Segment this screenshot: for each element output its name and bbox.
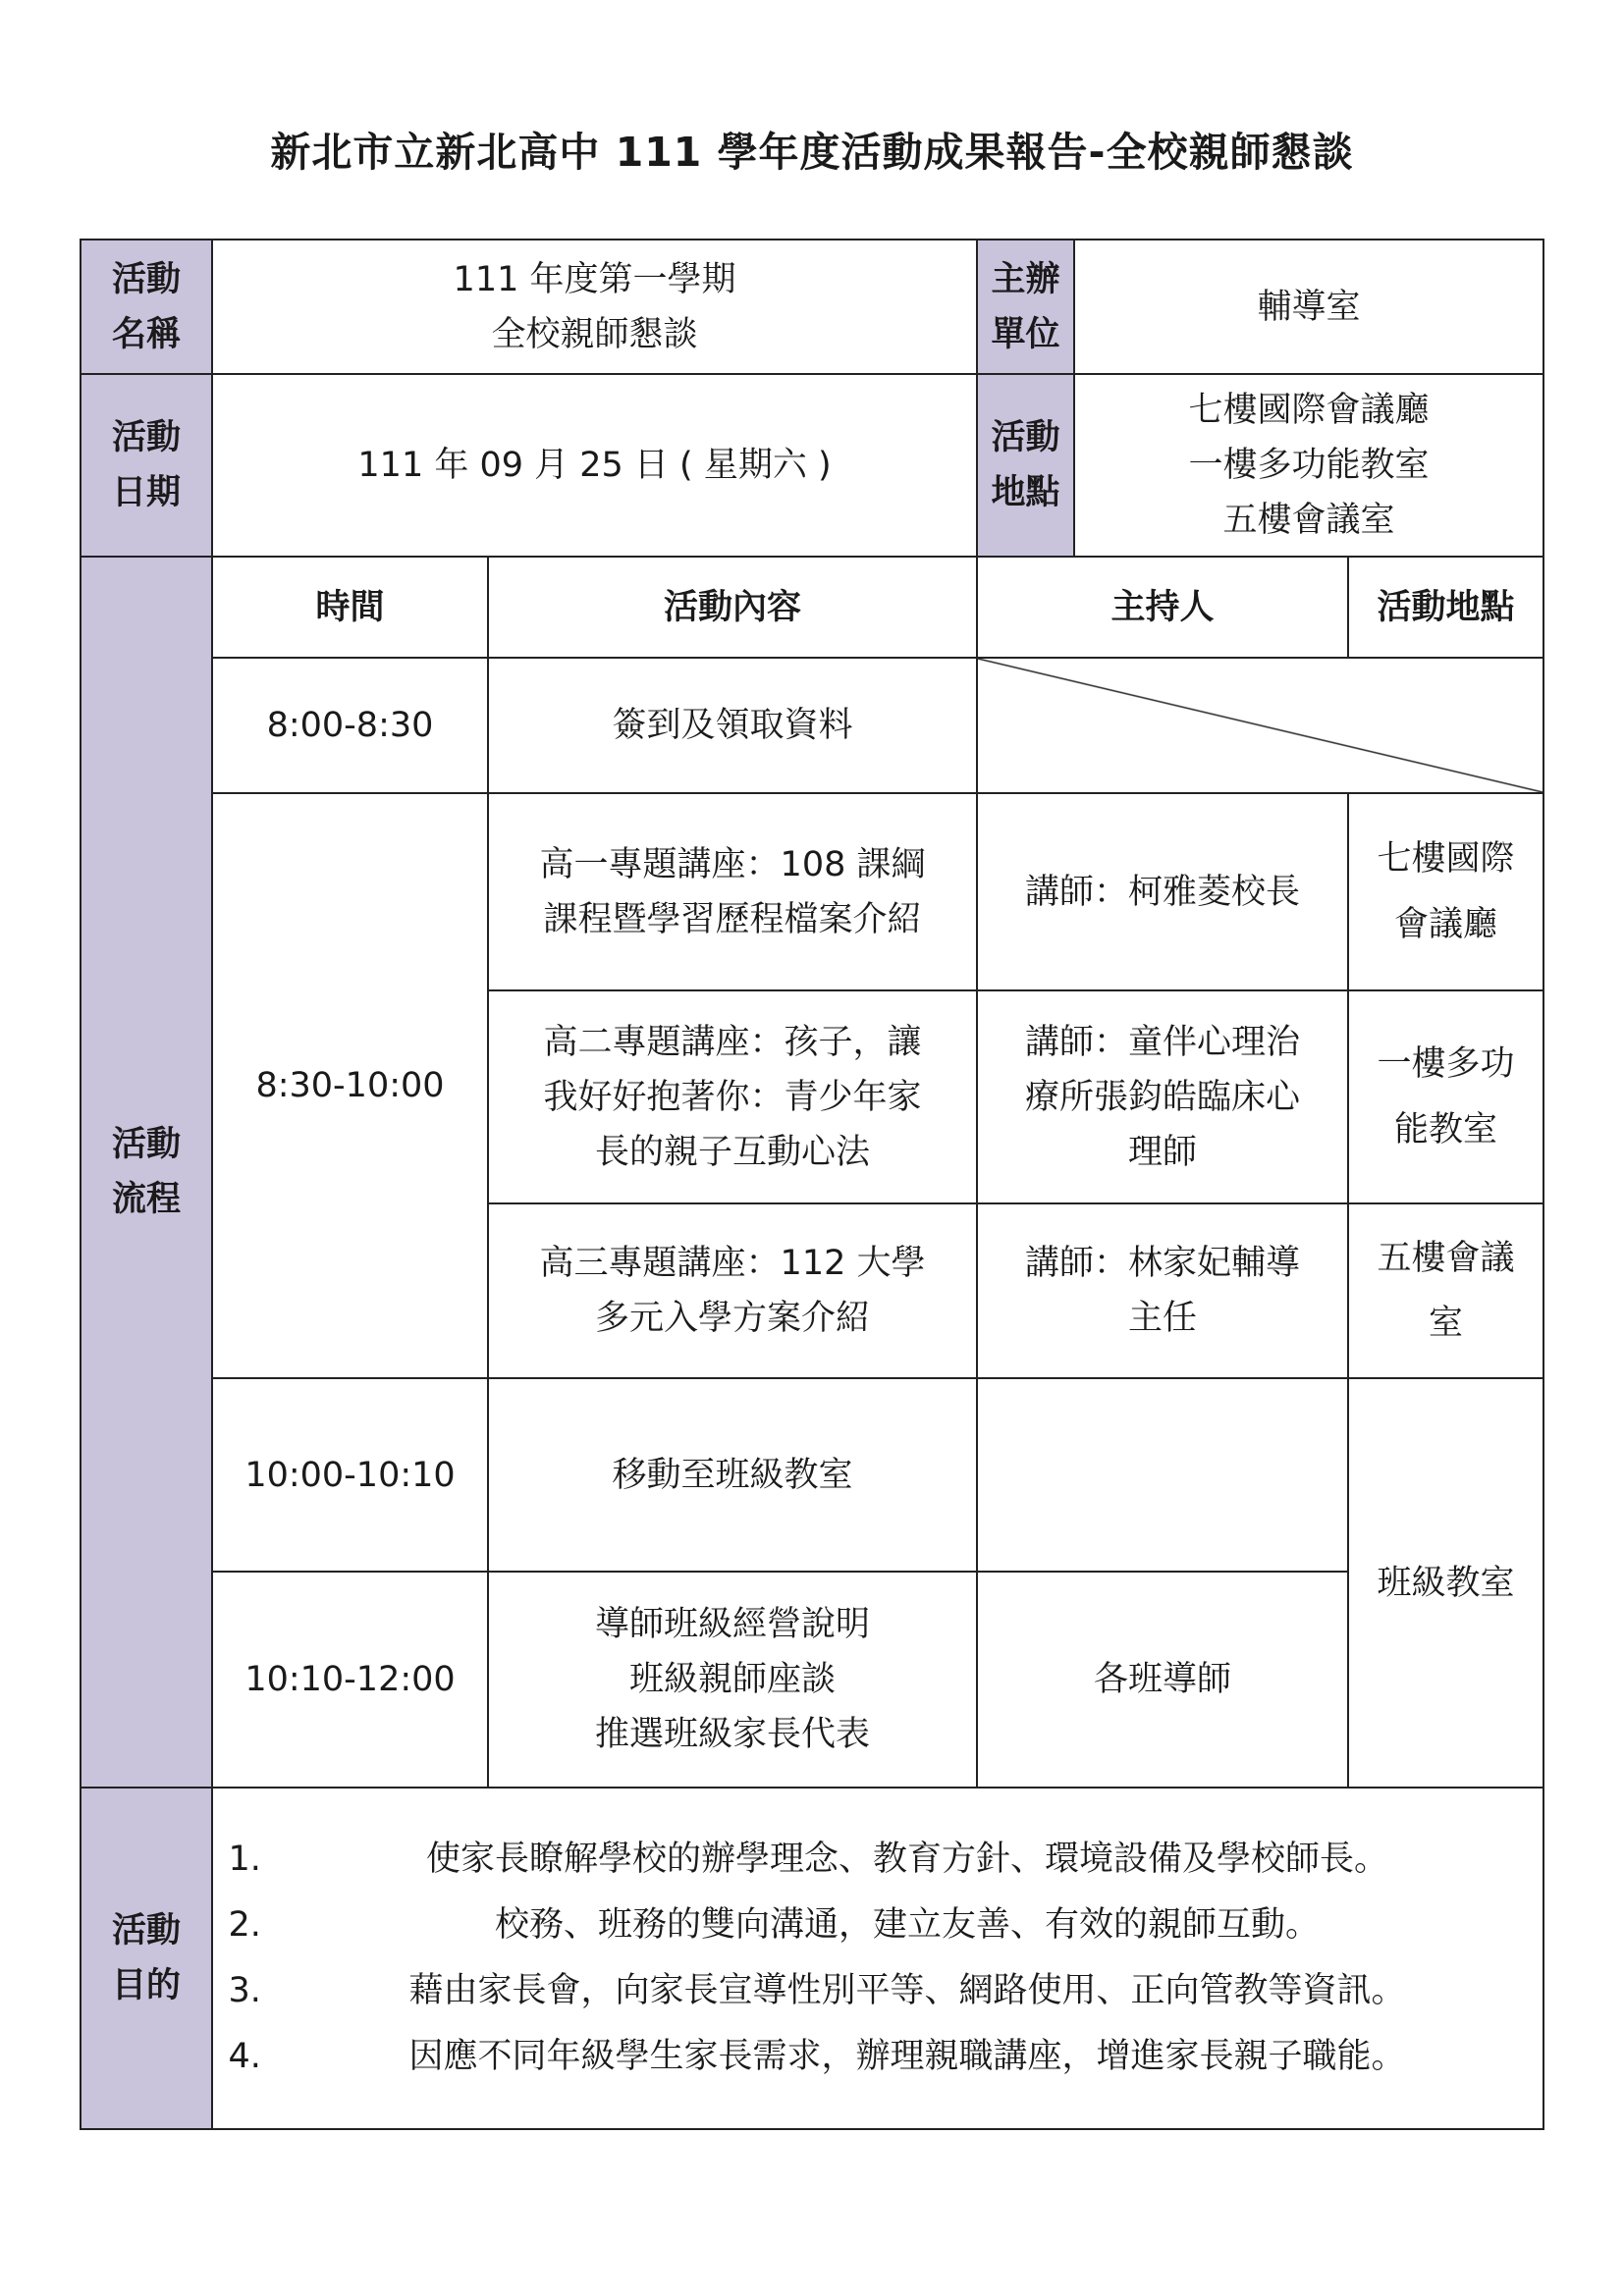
activity-location-value: 七樓國際會議廳 一樓多功能教室 五樓會議室 <box>1074 374 1543 557</box>
column-header-place: 活動地點 <box>1348 557 1543 658</box>
organizer-value: 輔導室 <box>1074 240 1543 374</box>
purpose-list <box>221 1827 1535 2090</box>
schedule-content: 導師班級經營說明 班級親師座談 推選班級家長代表 <box>488 1572 977 1788</box>
schedule-time: 10:10-12:00 <box>212 1572 488 1788</box>
column-header-content: 活動內容 <box>488 557 977 658</box>
schedule-section-label: 活動 流程 <box>81 557 212 1788</box>
purpose-item: 3. 藉由家長會，向家長宣導性別平等、網路使用、正向管教等資訊。 <box>272 1958 1535 2024</box>
schedule-host: 各班導師 <box>977 1572 1348 1788</box>
purpose-item: 2. 校務、班務的雙向溝通，建立友善、有效的親師互動。 <box>272 1893 1535 1958</box>
schedule-content: 移動至班級教室 <box>488 1378 977 1572</box>
schedule-time: 8:00-8:30 <box>212 658 488 793</box>
purpose-item: 4. 因應不同年級學生家長需求，辦理親職講座，增進家長親子職能。 <box>272 2024 1535 2090</box>
schedule-place: 七樓國際 會議廳 <box>1348 793 1543 990</box>
schedule-row <box>81 1572 1543 1788</box>
column-header-time: 時間 <box>212 557 488 658</box>
activity-report-table <box>80 239 1544 2130</box>
schedule-header-row <box>81 557 1543 658</box>
schedule-row <box>81 793 1543 990</box>
organizer-label: 主辦 單位 <box>977 240 1074 374</box>
schedule-host: 講師：童伴心理治 療所張鈞皓臨床心 理師 <box>977 990 1348 1203</box>
empty-diagonal-cell <box>977 658 1543 793</box>
report-title: 新北市立新北高中 111 學年度活動成果報告-全校親師懇談 <box>270 129 1354 176</box>
schedule-host-empty <box>977 1378 1348 1572</box>
activity-date-label: 活動 日期 <box>81 374 212 557</box>
schedule-time: 8:30-10:00 <box>212 793 488 1378</box>
schedule-content: 高二專題講座：孩子，讓 我好好抱著你：青少年家 長的親子互動心法 <box>488 990 977 1203</box>
schedule-content: 簽到及領取資料 <box>488 658 977 793</box>
purpose-label: 活動 目的 <box>81 1788 212 2129</box>
schedule-time: 10:00-10:10 <box>212 1378 488 1572</box>
schedule-row <box>81 1378 1543 1572</box>
activity-date-value: 111 年 09 月 25 日 ( 星期六 ) <box>212 374 977 557</box>
schedule-content: 高三專題講座：112 大學 多元入學方案介紹 <box>488 1203 977 1378</box>
schedule-row <box>81 658 1543 793</box>
column-header-host: 主持人 <box>977 557 1348 658</box>
schedule-place: 一樓多功 能教室 <box>1348 990 1543 1203</box>
schedule-host: 講師：柯雅菱校長 <box>977 793 1348 990</box>
purpose-list-cell <box>212 1788 1543 2129</box>
row-name <box>81 240 1543 374</box>
activity-location-label: 活動 地點 <box>977 374 1074 557</box>
purpose-item: 1. 使家長瞭解學校的辦學理念、教育方針、環境設備及學校師長。 <box>272 1827 1535 1893</box>
schedule-content: 高一專題講座：108 課綱 課程暨學習歷程檔案介紹 <box>488 793 977 990</box>
row-purpose <box>81 1788 1543 2129</box>
schedule-host: 講師：林家妃輔導 主任 <box>977 1203 1348 1378</box>
schedule-place: 班級教室 <box>1348 1378 1543 1788</box>
schedule-place: 五樓會議 室 <box>1348 1203 1543 1378</box>
activity-name-value: 111 年度第一學期 全校親師懇談 <box>212 240 977 374</box>
row-date <box>81 374 1543 557</box>
activity-name-label: 活動 名稱 <box>81 240 212 374</box>
